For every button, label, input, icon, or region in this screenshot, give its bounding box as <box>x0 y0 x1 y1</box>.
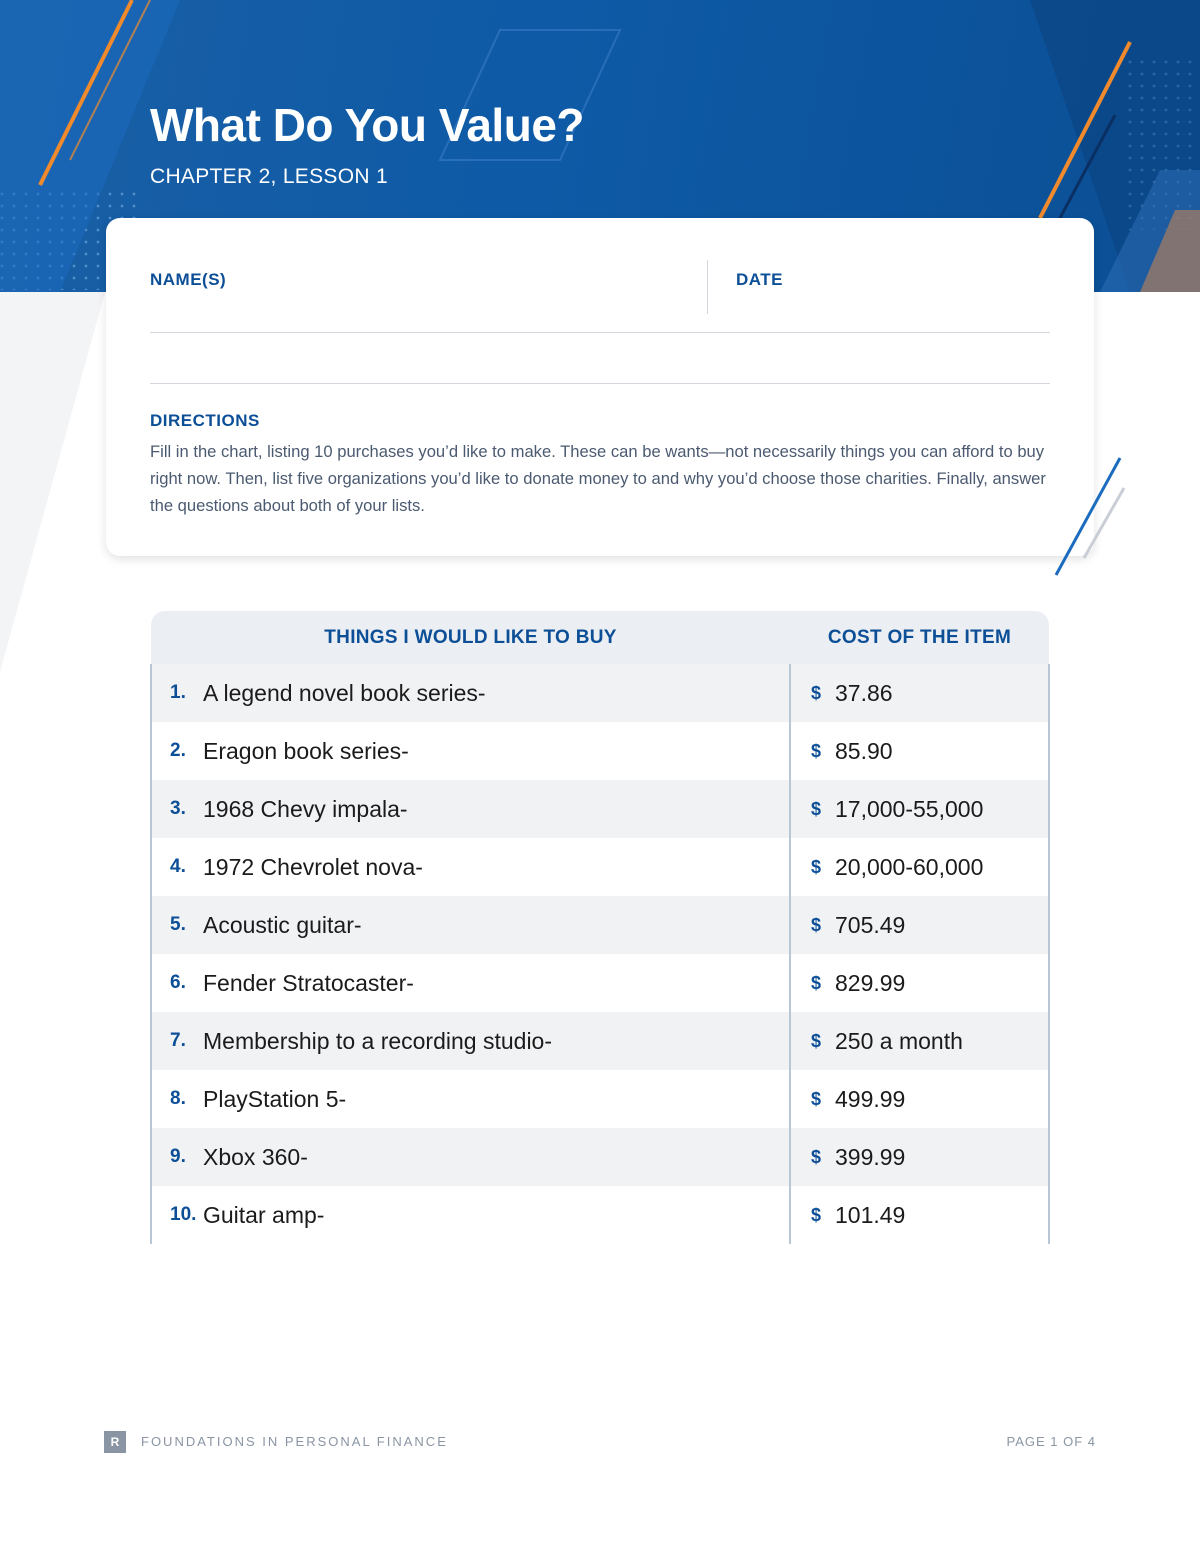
table-row <box>151 664 1049 722</box>
directions-heading: DIRECTIONS <box>150 411 260 430</box>
item-cell[interactable] <box>151 838 790 896</box>
row-number: 2. <box>170 740 186 761</box>
table-row <box>151 1186 1049 1244</box>
cost-cell[interactable] <box>790 722 1049 780</box>
item-name: Fender Stratocaster- <box>203 969 414 996</box>
item-cost: 829.99 <box>835 969 906 996</box>
row-number: 10. <box>170 1204 197 1225</box>
page-number: PAGE 1 OF 4 <box>1006 1434 1096 1449</box>
field-divider <box>707 260 708 314</box>
table-row <box>151 954 1049 1012</box>
directions-text: Fill in the chart, listing 10 purchases you’d like to make. These can be wants—not necessarily things you can afford to buy right now. Then, list five organizations you’d like to donate money to and why you’d choose those charities. Finally, answer the questions about both of your lists. <box>150 442 1046 515</box>
names-date-line[interactable] <box>150 332 1050 333</box>
dollar-sign: $ <box>811 1204 822 1225</box>
cost-cell[interactable] <box>790 1186 1049 1244</box>
item-cell[interactable] <box>151 664 790 722</box>
item-name: PlayStation 5- <box>203 1085 347 1112</box>
dollar-sign: $ <box>811 1088 822 1109</box>
item-cell[interactable] <box>151 954 790 1012</box>
item-cell[interactable] <box>151 1128 790 1186</box>
date-label: DATE <box>736 270 784 289</box>
item-name: A legend novel book series- <box>203 679 486 706</box>
cost-cell[interactable] <box>790 1012 1049 1070</box>
row-number: 3. <box>170 798 186 819</box>
item-cell[interactable] <box>151 1186 790 1244</box>
row-number: 9. <box>170 1146 186 1167</box>
table-row <box>151 722 1049 780</box>
item-cell[interactable] <box>151 896 790 954</box>
page-footer <box>104 1431 1096 1453</box>
item-cost: 85.90 <box>835 737 893 764</box>
dollar-sign: $ <box>811 798 822 819</box>
row-number: 6. <box>170 972 186 993</box>
column-header-cost: COST OF THE ITEM <box>790 611 1049 664</box>
item-cost: 399.99 <box>835 1143 906 1170</box>
table-row <box>151 838 1049 896</box>
table-header-row <box>151 611 1049 664</box>
item-name: Guitar amp- <box>203 1201 325 1228</box>
item-cell[interactable] <box>151 780 790 838</box>
dollar-sign: $ <box>811 682 822 703</box>
item-cost: 20,000-60,000 <box>835 853 984 880</box>
table-row <box>151 896 1049 954</box>
item-cost: 499.99 <box>835 1085 906 1112</box>
table-row <box>151 780 1049 838</box>
column-header-item: THINGS I WOULD LIKE TO BUY <box>151 611 790 664</box>
item-name: Membership to a recording studio- <box>203 1027 552 1054</box>
table-row <box>151 1012 1049 1070</box>
row-number: 8. <box>170 1088 186 1109</box>
dollar-sign: $ <box>811 740 822 761</box>
page-title: What Do You Value? <box>150 99 584 151</box>
item-cell[interactable] <box>151 1070 790 1128</box>
item-name: 1968 Chevy impala- <box>203 795 408 822</box>
dollar-sign: $ <box>811 1146 822 1167</box>
row-number: 5. <box>170 914 186 935</box>
cost-cell[interactable] <box>790 780 1049 838</box>
cost-cell[interactable] <box>790 896 1049 954</box>
names-second-line[interactable] <box>150 383 1050 384</box>
item-name: Xbox 360- <box>203 1143 308 1170</box>
cost-cell[interactable] <box>790 954 1049 1012</box>
table-row <box>151 1070 1049 1128</box>
item-name: 1972 Chevrolet nova- <box>203 853 423 880</box>
purchases-table <box>150 611 1050 1244</box>
item-cell[interactable] <box>151 1012 790 1070</box>
info-card <box>106 218 1094 556</box>
item-cost: 17,000-55,000 <box>835 795 984 822</box>
cost-cell[interactable] <box>790 1128 1049 1186</box>
course-name: FOUNDATIONS IN PERSONAL FINANCE <box>141 1434 448 1449</box>
cost-cell[interactable] <box>790 664 1049 722</box>
decorative-lines <box>1040 450 1140 590</box>
item-cell[interactable] <box>151 722 790 780</box>
cost-cell[interactable] <box>790 838 1049 896</box>
row-number: 1. <box>170 682 186 703</box>
item-cost: 37.86 <box>835 679 893 706</box>
item-name: Eragon book series- <box>203 737 409 764</box>
item-name: Acoustic guitar- <box>203 911 362 938</box>
cost-cell[interactable] <box>790 1070 1049 1128</box>
chapter-lesson-label: CHAPTER 2, LESSON 1 <box>150 165 388 188</box>
names-label: NAME(S) <box>150 270 227 289</box>
row-number: 7. <box>170 1030 186 1051</box>
row-number: 4. <box>170 856 186 877</box>
dollar-sign: $ <box>811 972 822 993</box>
item-cost: 250 a month <box>835 1027 963 1054</box>
table-row <box>151 1128 1049 1186</box>
item-cost: 101.49 <box>835 1201 906 1228</box>
ramsey-logo-icon: R <box>104 1431 126 1453</box>
dollar-sign: $ <box>811 914 822 935</box>
item-cost: 705.49 <box>835 911 906 938</box>
dollar-sign: $ <box>811 1030 822 1051</box>
dollar-sign: $ <box>811 856 822 877</box>
